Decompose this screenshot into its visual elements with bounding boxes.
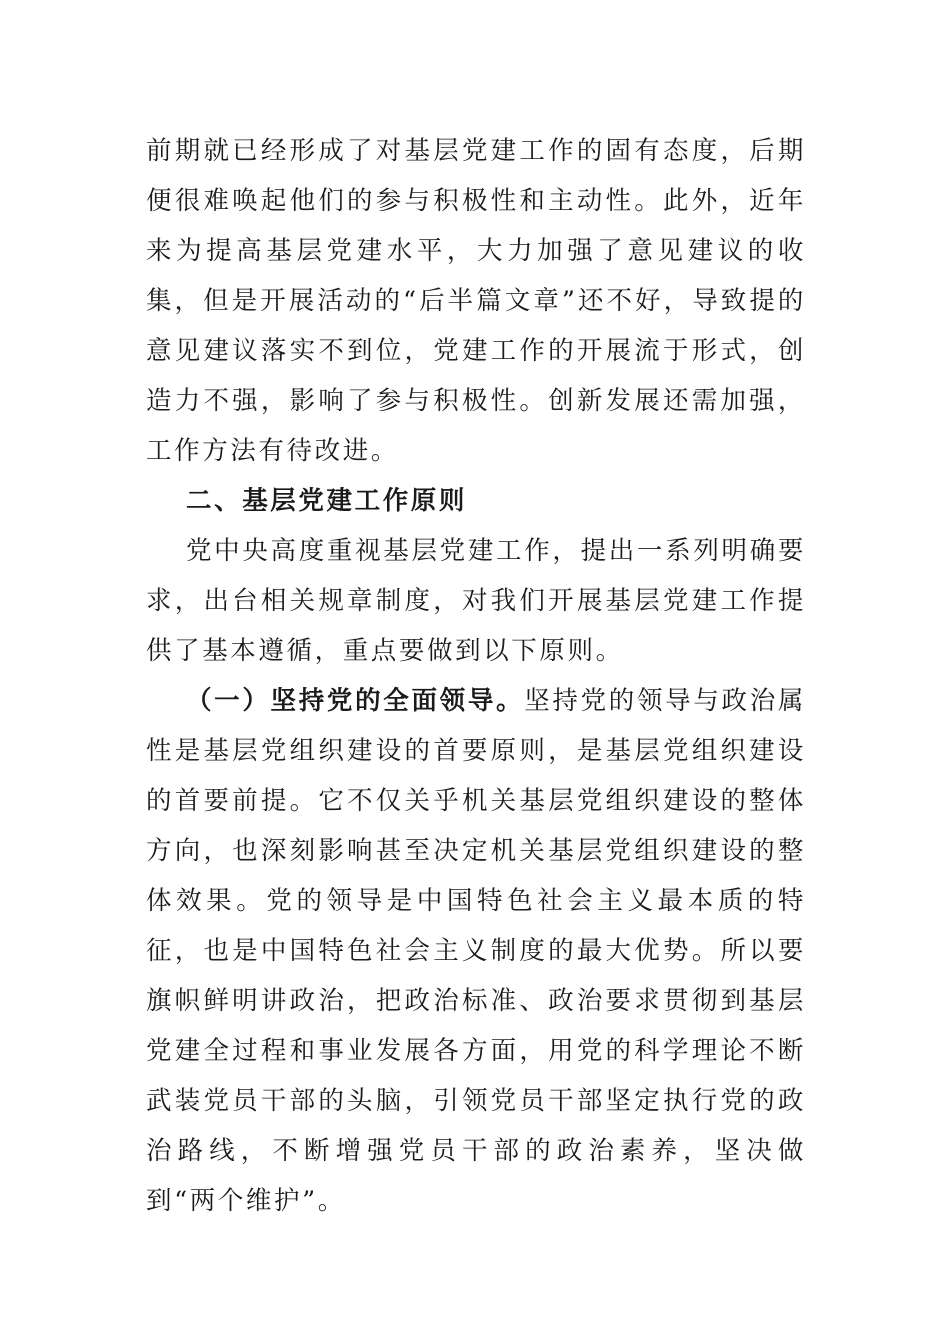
subsection-paragraph bbox=[146, 676, 806, 1226]
subsection-body: 坚持党的领导与政治属性是基层党组织建设的首要原则，是基层党组织建设的首要前提。它不仅关乎机关基层党组织建设的整体方向，也深刻影响甚至决定机关基层党组织建设的整体效果。党的领导是中国特色社会主义最本质的特征，也是中国特色社会主义制度的最大优势。所以要旗帜鲜明讲政治，把政治标准、政治要求贯彻到基层党建全过程和事业发展各方面，用党的科学理论不断武装党员干部的头脑，引领党员干部坚定执行党的政治路线，不断增强党员干部的政治素养，坚决做到“两个维护”。 bbox=[146, 686, 806, 1216]
intro-paragraph: 党中央高度重视基层党建工作，提出一系列明确要求，出台相关规章制度，对我们开展基层党建工作提供了基本遵循，重点要做到以下原则。 bbox=[146, 536, 806, 666]
continued-paragraph: 前期就已经形成了对基层党建工作的固有态度，后期便很难唤起他们的参与积极性和主动性。此外，近年来为提高基层党建水平，大力加强了意见建议的收集，但是开展活动的“后半篇文章”还不好，导致提的意见建议落实不到位，党建工作的开展流于形式，创造力不强，影响了参与积极性。创新发展还需加强，工作方法有待改进。 bbox=[146, 136, 806, 466]
subsection-title: （一）坚持党的全面领导。 bbox=[186, 686, 525, 716]
document-body bbox=[146, 126, 806, 1226]
section-heading: 二、基层党建工作原则 bbox=[186, 486, 468, 516]
